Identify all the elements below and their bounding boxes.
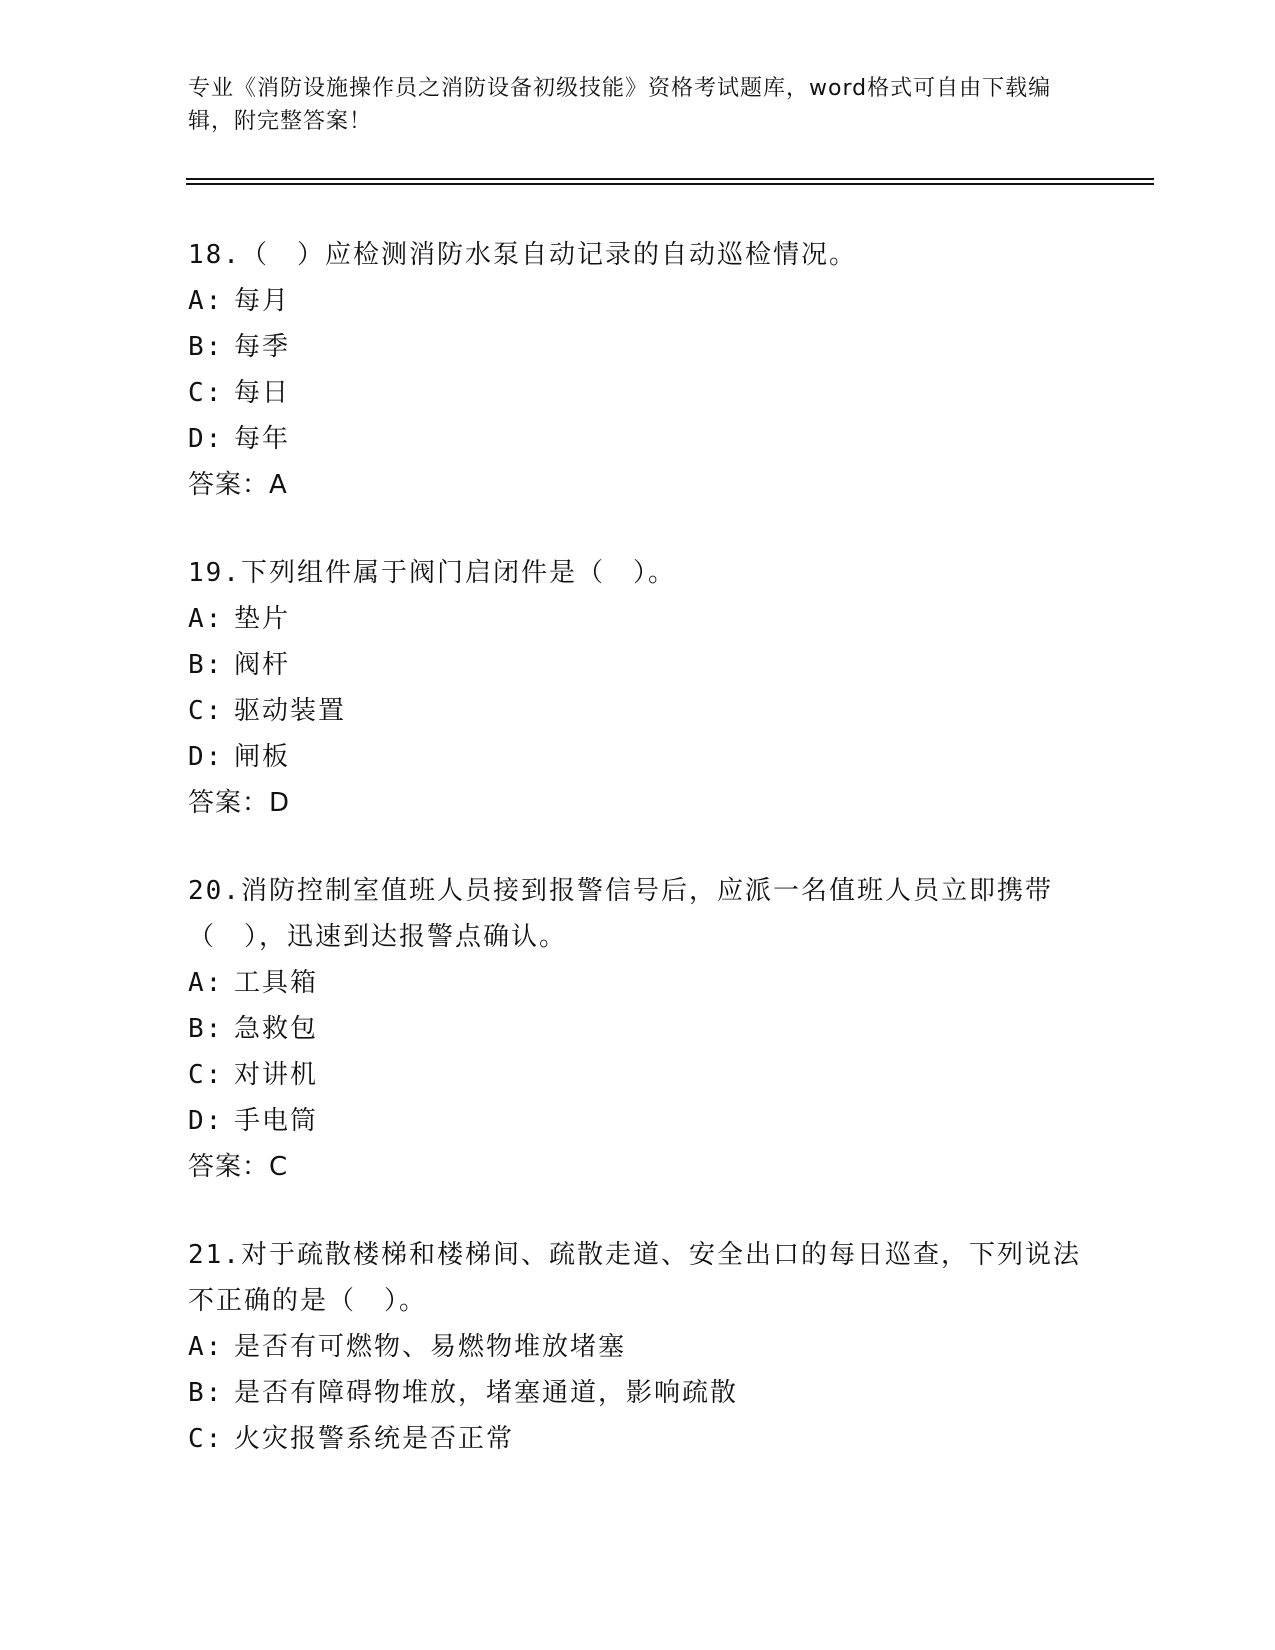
header-divider-top (186, 178, 1154, 180)
option-letter: B: (188, 1378, 224, 1408)
option-c (188, 688, 1088, 734)
question-20 (188, 868, 1088, 1190)
document-header (188, 72, 1088, 138)
option-letter: D: (188, 424, 224, 454)
question-stem: 18.（ ）应检测消防水泵自动记录的自动巡检情况。 (188, 240, 857, 270)
option-b (188, 324, 1088, 370)
option-c (188, 1052, 1088, 1098)
option-letter: A: (188, 1332, 224, 1362)
option-a (188, 1324, 1088, 1370)
option-text: 火灾报警系统是否正常 (234, 1424, 515, 1454)
option-letter: C: (188, 1424, 224, 1454)
option-letter: B: (188, 332, 224, 362)
question-stem: 21.对于疏散楼梯和楼梯间、疏散走道、安全出口的每日巡查，下列说法不正确的是（ ）。 (188, 1240, 1081, 1316)
option-letter: A: (188, 604, 224, 634)
option-text: 垫片 (234, 604, 291, 634)
option-text: 是否有障碍物堆放，堵塞通道，影响疏散 (234, 1378, 739, 1408)
option-letter: D: (188, 742, 224, 772)
option-text: 是否有可燃物、易燃物堆放堵塞 (234, 1332, 627, 1362)
answer-label: 答案：D (188, 788, 291, 818)
option-letter: C: (188, 1060, 224, 1090)
option-text: 每日 (234, 378, 291, 408)
option-a (188, 278, 1088, 324)
option-letter: D: (188, 1106, 224, 1136)
header-divider-bottom (186, 183, 1154, 185)
option-a (188, 596, 1088, 642)
option-text: 每月 (234, 286, 291, 316)
option-a (188, 960, 1088, 1006)
question-stem: 20.消防控制室值班人员接到报警信号后，应派一名值班人员立即携带（ ），迅速到达报警点确认。 (188, 876, 1053, 952)
option-text: 工具箱 (234, 968, 319, 998)
option-b (188, 642, 1088, 688)
option-text: 手电筒 (234, 1106, 319, 1136)
answer-label: 答案：C (188, 1152, 289, 1182)
option-letter: B: (188, 650, 224, 680)
answer-label: 答案：A (188, 470, 288, 500)
option-text: 驱动装置 (234, 696, 347, 726)
question-21 (188, 1232, 1088, 1462)
option-d (188, 1098, 1088, 1144)
option-text: 每季 (234, 332, 291, 362)
option-b (188, 1006, 1088, 1052)
option-text: 闸板 (234, 742, 291, 772)
option-letter: C: (188, 696, 224, 726)
option-d (188, 416, 1088, 462)
question-19 (188, 550, 1088, 826)
option-letter: A: (188, 286, 224, 316)
option-d (188, 734, 1088, 780)
option-letter: C: (188, 378, 224, 408)
option-c (188, 1416, 1088, 1462)
option-b (188, 1370, 1088, 1416)
question-stem: 19.下列组件属于阀门启闭件是（ ）。 (188, 558, 676, 588)
question-18 (188, 232, 1088, 508)
option-text: 阀杆 (234, 650, 291, 680)
option-text: 对讲机 (234, 1060, 319, 1090)
header-text: 专业《消防设施操作员之消防设备初级技能》资格考试题库，word格式可自由下载编辑，附完整答案！ (188, 76, 1052, 134)
option-letter: B: (188, 1014, 224, 1044)
option-c (188, 370, 1088, 416)
option-text: 急救包 (234, 1014, 319, 1044)
option-text: 每年 (234, 424, 291, 454)
option-letter: A: (188, 968, 224, 998)
